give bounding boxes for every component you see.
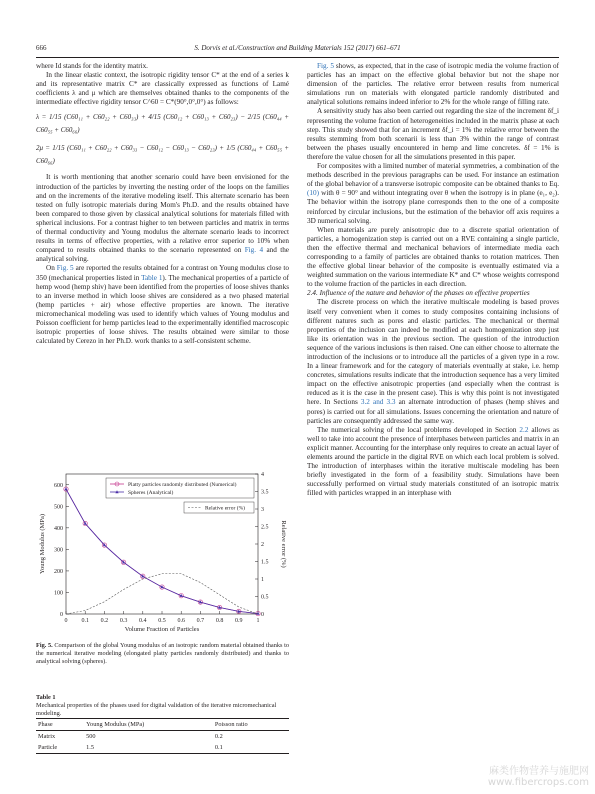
legend-label: Spheres (Analytical) — [128, 490, 174, 496]
paragraph: In the linear elastic context, the isotropic rigidity tensor C* at the end of a series k and its representative matrix C* are classically expressed as functions of Lamé coefficients λ and μ which are themselves obtained thanks to the components of the intermediate effective rigidity tensor C^60 = C*(90°,0°,0°) as follows: — [36, 71, 289, 107]
properties-table — [36, 718, 289, 754]
data-point — [141, 575, 144, 578]
legend-label: Platty particles randomly distributed (Numerical) — [128, 482, 237, 488]
x-tick-label: 0.3 — [119, 618, 128, 624]
table-cell: 0.2 — [214, 733, 223, 740]
y-tick-label: 500 — [54, 504, 63, 511]
y2-tick-label: 3 — [261, 507, 264, 513]
x-tick-label: 0.8 — [215, 618, 224, 624]
figure-caption: Fig. 5. Comparison of the global Young modulus of an isotropic random material obtained thanks to the numerical iterative modeling (elongated platty particles randomly distributed) and thanks to analytical solving (spheres). — [36, 642, 289, 665]
journal-reference: S. Dorvis et al./Construction and Building Materials 152 (2017) 661–671 — [194, 44, 401, 52]
left-column — [36, 62, 289, 346]
figure-5-chart — [36, 468, 289, 638]
watermark: 麻类作物营养与施肥网 www.fibercrops.com — [487, 766, 589, 788]
paragraph: For composites with a limited number of material symmetries, a combination of the methods described in the previous paragraphs can be used. For instance an estimation of the global behavior of a transverse isotropic composite can be obtained thanks to Eq. (10) with θ = 90° and without integrating over θ when the isotropy is in plane (e₁, e₂). The behavior within the isotropy plane corresponds then to the one of a composite reinforced by circular inclusions, but the estimation of the behavior off axis requires a 3D numerical solving. — [307, 162, 559, 225]
chart-svg — [36, 468, 289, 638]
paragraph: A sensitivity study has also been carried out regarding the size of the increment δf_i representing the volume fraction of heterogeneities included in the matrix phase at each step. This study showed that for an increment δf_i = 1% the relative error between the results stemming from both scenarii is less than 3% within the range of contrast between the phases usually encountered in hemp and lime concretes. δf = 1% is therefore the value chosen for all the simulations presented in this paper. — [307, 107, 559, 161]
y2-tick-label: 2 — [261, 542, 264, 548]
y-tick-label: 0 — [60, 612, 63, 618]
y2-tick-label: 0 — [261, 612, 264, 618]
page-number: 666 — [36, 44, 47, 52]
equation-mu: 2μ = 1/15 (C60₁₁ + C60₂₂ + C60₃₃ − C60₁₂ − C60₁₃ − C60₂₃) + 1/5 (C60₄₄ + C60₅₅ + C60₆₆) — [36, 144, 289, 166]
table-row — [36, 742, 289, 754]
y-axis-label: Young Modulus (MPa) — [39, 513, 46, 575]
x-tick-label: 0.1 — [81, 618, 89, 624]
x-tick-label: 0 — [64, 618, 68, 624]
paragraph: It is worth mentioning that another scenario could have been envisioned for the introduction of the particles by inverting the nesting order of the loops on the families and on the increments of the iterative modeling itself. This alternate scenario has been tested on fully isotropic materials during Mom's Ph.D. and the results obtained have been compared to those given by classical analytical solutions for materials filled with spherical inclusions. For a contrast higher to ten between particles and matrix in terms of thermal conductivity and Young modulus the alternate scenario leads to incorrect results in terms of effective properties, with a relative error superior to 10% when compared to results obtained thanks to the scenario represented on Fig. 4 and the analytical solving. — [36, 173, 289, 264]
table-cell: 0.1 — [214, 744, 223, 751]
table-link[interactable]: Table 1 — [141, 273, 163, 282]
x-tick-label: 0.5 — [158, 618, 166, 624]
paragraph: On Fig. 5 are reported the results obtained for a contrast on Young modulus close to 350 (mechanical properties listed in Table 1). The mechanical properties of a particle of hemp wood (hemp shiv) have been identified from the properties of loose shives thanks to an inverse method in which loose shives are considered as a two phased material (hemp particles + air) whose effective properties are known. The iterative micromechanical modeling was used to identify which values of Young modulus and Poisson coefficient for hemp particles lead to the experimentally identified macroscopic isotropic properties of loose shives. The results obtained were similar to those calculated by Cerezo in her Ph.D. work thanks to a self-consistent scheme. — [36, 264, 290, 346]
equation-lambda: λ = 1/15 (C60₁₁ + C60₂₂ + C60₃₃) + 4/15 (C60₁₂ + C60₁₃ + C60₂₃) − 2/15 (C60₄₄ + C60₅₅ + C60₆₆) — [36, 113, 289, 135]
header-rule — [36, 57, 559, 58]
y2-axis-label: Relative error (%) — [280, 520, 287, 568]
right-column — [307, 62, 559, 499]
paragraph: Fig. 5 shows, as expected, that in the case of isotropic media the volume fraction of particles has an impact on the effective global behavior but not the shape nor dimension of the particles. The relative error between results from numerical simulations run on materials with elongated particle randomly distributed and analytical solutions remains indeed inferior to 2% for the whole range of filling rate. — [307, 62, 559, 107]
section-link[interactable]: 2.2 — [519, 425, 529, 434]
series-line — [66, 574, 258, 614]
table-title: Table 1 Mechanical properties of the phases used for digital validation of the iterative micromechanical modeling. — [36, 694, 277, 717]
table-header: Young Modulus (MPa) — [86, 721, 145, 728]
x-tick-label: 0.4 — [139, 618, 147, 624]
y-tick-label: 400 — [54, 525, 63, 532]
y2-tick-label: 2.5 — [261, 524, 269, 531]
paragraph: The numerical solving of the local problems developed in Section 2.2 allows as well to take into account the presence of interphases between particles and matrix in an explicit manner. Accounting for the interphase only requires to create an actual layer of elements around the particle in the digital RVE on which each local problem is solved. The introduction of interphases within the iterative multiscale modeling has been briefly investigated in the form of a feasibility study. Simulations have been successfully performed on virtual study materials constituted of an isotropic matrix filled with particles wrapped in an interphase with — [307, 425, 559, 498]
table-cell: 1.5 — [86, 744, 94, 751]
y-tick-label: 200 — [54, 568, 63, 575]
x-axis-label: Volume Fraction of Particles — [124, 626, 200, 633]
table-cell: Particle — [38, 744, 58, 751]
figure-link[interactable]: Fig. 4 — [244, 246, 264, 255]
table-row — [36, 731, 289, 743]
y-tick-label: 600 — [54, 482, 63, 489]
running-header — [36, 44, 559, 56]
figure-link[interactable]: Fig. 5 — [317, 62, 334, 70]
table-header: Poisson ratio — [214, 721, 248, 728]
y2-tick-label: 4 — [261, 472, 264, 478]
table-cell: Matrix — [38, 733, 56, 740]
x-tick-label: 0.7 — [196, 618, 205, 624]
equation-link[interactable]: (10) — [307, 189, 319, 198]
section-heading: 2.4. Influence of the nature and behavior of the phases on effective properties — [307, 289, 530, 298]
y-tick-label: 100 — [54, 590, 63, 597]
x-tick-label: 1 — [256, 618, 260, 624]
section-link[interactable]: 3.2 and 3.3 — [360, 398, 396, 407]
table-header: Phase — [38, 721, 53, 728]
figure-link[interactable]: Fig. 5 — [56, 264, 74, 273]
data-point — [64, 487, 67, 490]
paragraph: The discrete process on which the iterative multiscale modeling is based proves itself very convenient when it comes to study composites containing inclusions of different natures such as pores and elastic particles. The mechanical or thermal properties of the inclusion can indeed be modified at each homogenization step just like its orientation was in the previous section. The question of the introduction sequence of the various inclusions is then raised. One can either choose to alternate the introduction of the inclusions or to introduce all the particles of a given type in a row. In a linear framework and for the category of materials eventually at stake, i.e. hemp concretes, simulations results indicate that the introduction sequence has a very limited impact on the effective anisotropic properties (and especially when the contrast is reduced as it is the case in the present case). This is why this point is not investigated here. In Sections 3.2 and 3.3 an alternate introduction of phases (hemp shives and pores) is carried out for all simulations. Issues concerning the orientation and nature of particles are consequently addressed the same way. — [307, 298, 560, 425]
paragraph: When materials are purely anisotropic due to a discrete spatial orientation of particles, a homogenization step is carried out on a RVE containing a single particle, then the effective thermal and mechanical behaviors of intermediate media each corresponding to a family of particles are obtained thanks to rotation matrices. Then the effective global linear behavior of the composite is eventually estimated via a weighted summation on the various intermediate K* and C* whose weights correspond to the volume fraction of the particles in each direction. — [307, 225, 559, 289]
x-tick-label: 0.9 — [235, 618, 243, 624]
y2-tick-label: 0.5 — [261, 594, 269, 601]
x-tick-label: 0.6 — [177, 618, 185, 624]
x-tick-label: 0.2 — [100, 618, 109, 624]
y2-tick-label: 1.5 — [261, 559, 269, 566]
legend-label: Relative error (%) — [205, 505, 246, 512]
table-cell: 500 — [86, 733, 96, 740]
y-tick-label: 300 — [54, 547, 63, 554]
paragraph: where Id stands for the identity matrix. — [36, 62, 148, 70]
y2-tick-label: 1 — [261, 577, 264, 583]
y2-tick-label: 3.5 — [261, 489, 269, 496]
